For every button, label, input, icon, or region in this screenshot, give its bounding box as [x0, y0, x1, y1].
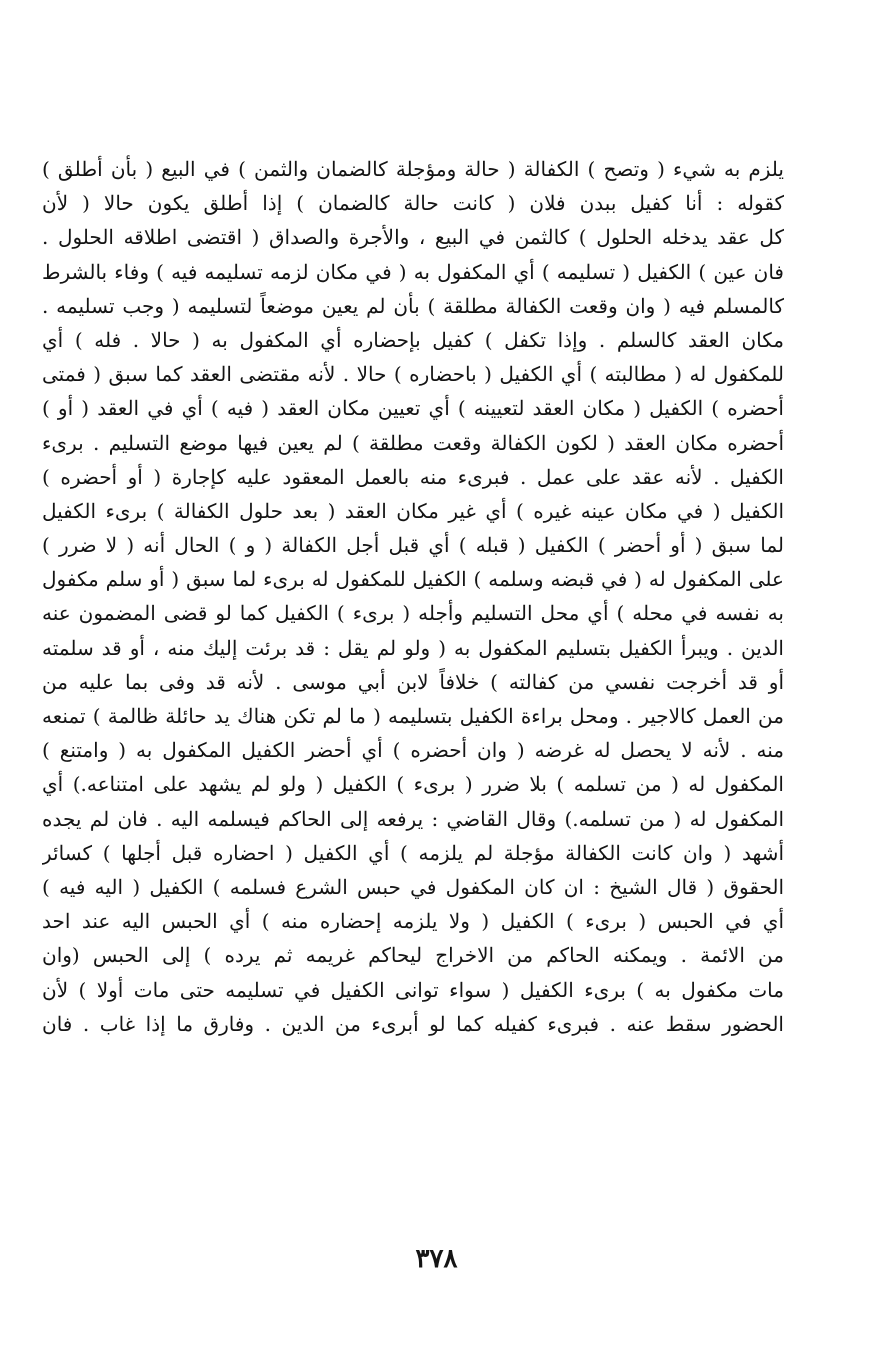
text-line: الكفيل ( في مكان عينه غيره ) أي غير مكان العقد ( بعد حلول الكفالة ) برىء الكفيل: [42, 498, 784, 523]
page-number: ٣٧٨: [415, 1244, 458, 1274]
text-line: أو قد أخرجت نفسي من كفالته ) خلافاً لابن أبي موسى . لأنه قد وفى بما عليه من: [42, 669, 784, 694]
text-line: مات مكفول به ) برىء الكفيل ( سواء توانى الكفيل في تسليمه حتى مات أولا ) لأن: [42, 977, 784, 1002]
text-line: يلزم به شيء ( وتصح ) الكفالة ( حالة ومؤجلة كالضمان والثمن ) في البيع ( بأن أطلق ): [42, 157, 784, 181]
text-line: الحضور سقط عنه . فبرىء كفيله كما لو أبرىء من الدين . وفارق ما إذا غاب . فان: [42, 1011, 784, 1036]
text-line: أي في الحبس ( برىء ) الكفيل ( ولا يلزمه إحضاره منه ) أي الحبس اليه عند احد: [42, 909, 784, 934]
text-line: من الائمة . ويمكنه الحاكم من الاخراج ليحاكم غريمه ثم يرده ) إلى الحبس (وان: [42, 943, 784, 968]
body-text: [42, 152, 784, 1041]
text-line: الحقوق ( قال الشيخ : ان كان المكفول في حبس الشرع فسلمه ) الكفيل ( اليه فيه ): [42, 874, 784, 899]
text-line: فان عين ) الكفيل ( تسليمه ) أي المكفول به ( في مكان لزمه تسليمه فيه ) وفاء بالشرط: [42, 259, 784, 284]
text-line: الدين . ويبرأ الكفيل بتسليم المكفول به ( ولو لم يقل : قد برئت إليك منه ، أو قد سلمته: [42, 635, 784, 660]
text-line: من العمل كالاجير . ومحل براءة الكفيل بتسليمه ( ما لم تكن هناك يد حائلة ظالمة ) تمنعه: [42, 704, 784, 728]
text-line: كقوله : أنا كفيل ببدن فلان ( كانت حالة كالضمان ) إذا أطلق يكون حالا ( لأن: [42, 191, 784, 216]
text-line: أحضره ) الكفيل ( مكان العقد لتعيينه ) أي تعيين مكان العقد ( فيه ) أي في العقد ( أو ): [42, 396, 784, 421]
text-line: للمكفول له ( مطالبته ) أي الكفيل ( باحضاره ) حالا . لأنه مقتضى العقد كما سبق ( فمتى: [42, 362, 784, 387]
text-line: على المكفول له ( في قبضه وسلمه ) الكفيل للمكفول له برىء لما سبق ( أو سلم مكفول: [42, 567, 784, 592]
text-line: به نفسه في محله ) أي محل التسليم وأجله ( برىء ) الكفيل كما لو قضى المضمون عنه: [42, 601, 784, 626]
text-line: المكفول له ( من تسلمه ) بلا ضرر ( برىء ) الكفيل ( ولو لم يشهد على امتناعه.) أي: [42, 772, 784, 797]
text-line: المكفول له ( من تسلمه.) وقال القاضي : يرفعه إلى الحاكم فيسلمه اليه . فان لم يجده: [42, 806, 784, 831]
text-line: الكفيل . لأنه عقد على عمل . فبرىء منه بالعمل المعقود عليه كإجارة ( أو أحضره ): [42, 464, 784, 489]
text-line: كل عقد يدخله الحلول ) كالثمن في البيع ، والأجرة والصداق ( اقتضى اطلاقه الحلول .: [42, 225, 784, 250]
text-line: مكان العقد كالسلم . وإذا تكفل ) كفيل بإحضاره أي المكفول به ( حالا . فله ) أي: [42, 327, 784, 352]
text-line: منه . لأنه لا يحصل له غرضه ( وان أحضره ) أي أحضر الكفيل المكفول به ( وامتنع ): [42, 738, 784, 763]
text-line: أحضره مكان العقد ( لكون الكفالة وقعت مطلقة ) لم يعين فيها موضع التسليم . برىء: [42, 430, 784, 455]
text-line: أشهد ( وان كانت الكفالة مؤجلة لم يلزمه ) أي الكفيل ( احضاره قبل أجلها ) كسائر: [42, 840, 784, 865]
text-line: كالمسلم فيه ( وان وقعت الكفالة مطلقة ) بأن لم يعين موضعاً لتسليمه ( وجب تسليمه .: [42, 293, 784, 318]
text-line: لما سبق ( أو أحضر ) الكفيل ( قبله ) أي قبل أجل الكفالة ( و ) الحال أنه ( لا ضرر ): [42, 533, 784, 558]
